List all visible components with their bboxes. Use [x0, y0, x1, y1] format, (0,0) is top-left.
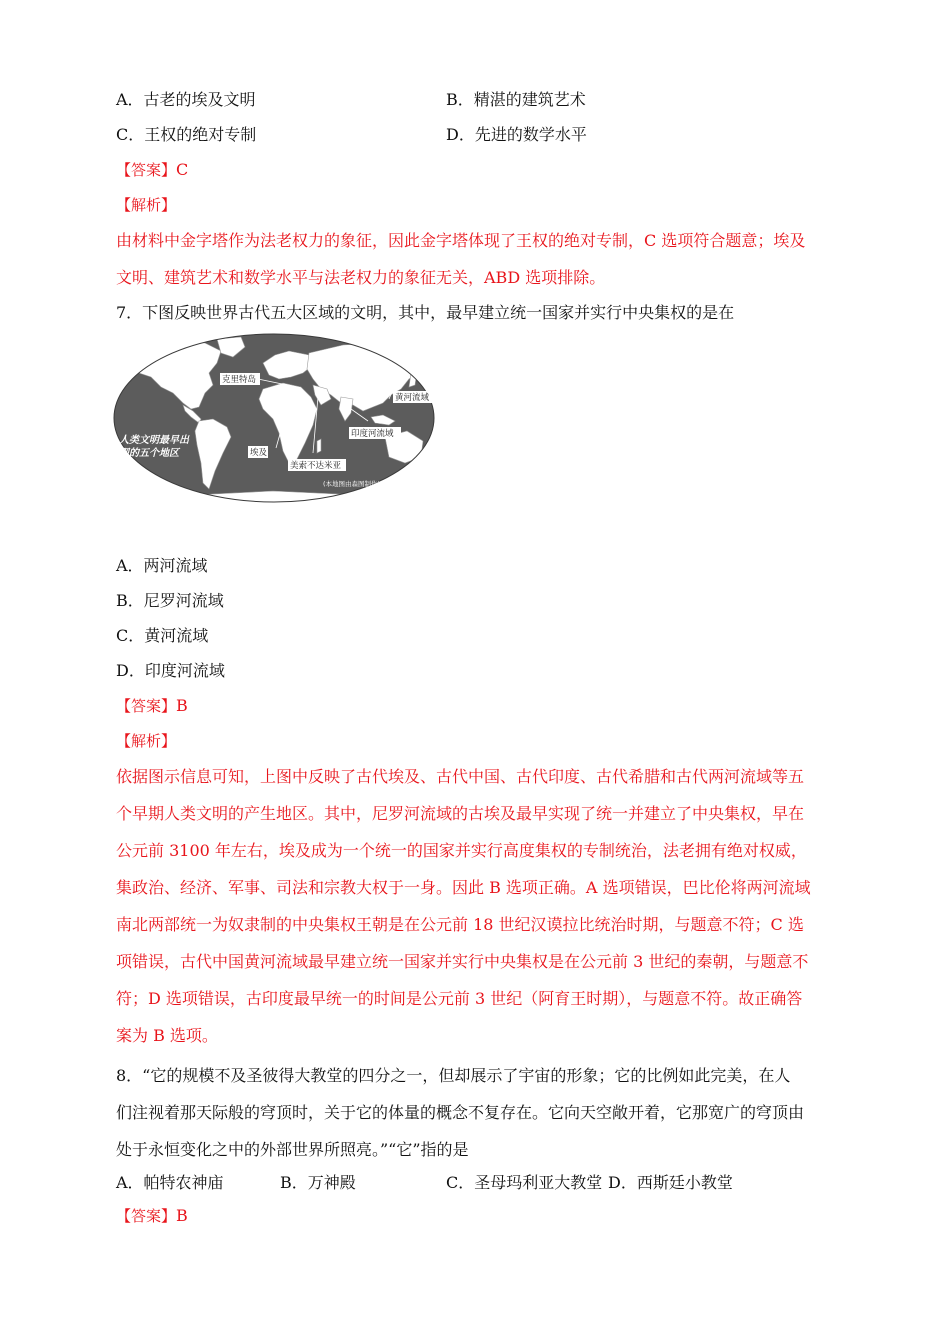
q7-analysis-line: 案为 B 选项。	[116, 1026, 218, 1045]
q7-analysis-line: 依据图示信息可知，上图中反映了古代埃及、古代中国、古代印度、古代希腊和古代两河流域等五	[116, 767, 805, 786]
q7-answer-label: 【答案】	[116, 697, 177, 715]
q8-answer-label: 【答案】	[116, 1207, 177, 1225]
q6-option-b: B．精湛的建筑艺术	[446, 90, 586, 109]
q6-answer-label: 【答案】	[116, 161, 177, 179]
q6-analysis-line: 文明、建筑艺术和数学水平与法老权力的象征无关，ABD 选项排除。	[116, 268, 606, 287]
q7-analysis-line: 项错误，古代中国黄河流域最早建立统一国家并实行中央集权是在公元前 3 世纪的秦朝，与题意不	[116, 952, 809, 971]
q8-stem	[116, 1057, 836, 1168]
q6-analysis-label: 【解析】	[116, 196, 177, 214]
q6-analysis	[116, 222, 836, 296]
q7-analysis-line: 集政治、经济、军事、司法和宗教大权于一身。因此 B 选项正确。A 选项错误，巴比伦将两河流域	[116, 878, 811, 897]
q7-analysis-line: 南北两部统一为奴隶制的中央集权王朝是在公元前 18 世纪汉谟拉比统治时期，与题意不符；C 选	[116, 915, 804, 934]
q6-option-c: C．王权的绝对专制	[116, 125, 257, 144]
q8-stem-line: 们注视着那天际般的穹顶时，关于它的体量的概念不复存在。它向天空敞开着，它那宽广的穹顶由	[116, 1103, 805, 1122]
q7-analysis-line: 符；D 选项错误，古印度最早统一的时间是公元前 3 世纪（阿育王时期），与题意不符。故正确答	[116, 989, 803, 1008]
q7-option-b: B．尼罗河流域	[116, 591, 224, 610]
q7-option-c: C．黄河流域	[116, 626, 209, 645]
antarctica	[153, 491, 403, 503]
q8-option-d: D．西斯廷小教堂	[608, 1173, 733, 1192]
q6-answer-value: C	[176, 160, 189, 179]
q7-answer-value: B	[176, 696, 188, 715]
q6-answer	[116, 159, 188, 181]
q7-option-d: D．印度河流域	[116, 661, 225, 680]
q8-answer-value: B	[176, 1206, 188, 1225]
q8-option-b: B．万神殿	[280, 1173, 356, 1192]
label-indus: 印度河流域	[351, 429, 394, 439]
label-mesopotamia: 美索不达米亚	[290, 461, 342, 471]
q7-answer	[116, 695, 188, 717]
madagascar	[317, 439, 321, 453]
q8-stem-line: 8．“它的规模不及圣彼得大教堂的四分之一，但却展示了宇宙的形象；它的比例如此完美，在人	[116, 1066, 791, 1085]
map-caption-line1: 人类文明最早出	[119, 435, 189, 446]
q6-analysis-line: 由材料中金字塔作为法老权力的象征，因此金字塔体现了王权的绝对专制，C 选项符合题意；埃及	[116, 231, 806, 250]
label-egypt: 埃及	[250, 448, 268, 458]
q6-option-a: A．古老的埃及文明	[116, 90, 256, 109]
q7-analysis	[116, 758, 836, 1054]
q8-answer	[116, 1205, 188, 1227]
label-yellow-river: 黄河流域	[395, 393, 430, 403]
q7-stem: 7．下图反映世界古代五大区域的文明，其中，最早建立统一国家并实行中央集权的是在	[116, 303, 735, 322]
q6-option-d: D．先进的数学水平	[446, 125, 587, 144]
q8-option-c: C．圣母玛利亚大教堂	[446, 1173, 603, 1192]
q7-option-a: A．两河流域	[116, 556, 208, 575]
q8-stem-line: 处于永恒变化之中的外部世界所照亮。”“它”指的是	[116, 1140, 469, 1159]
map-note: (本地图由森图制作)	[323, 480, 381, 488]
q7-analysis-line: 公元前 3100 年左右，埃及成为一个统一的国家并实行高度集权的专制统治，法老拥有绝对权威，	[116, 841, 807, 860]
q7-analysis-label: 【解析】	[116, 732, 177, 750]
map-caption-line2: 现的五个地区	[119, 448, 179, 459]
q8-options	[116, 1170, 836, 1192]
q8-option-a: A．帕特农神庙	[116, 1173, 224, 1192]
world-map-figure	[113, 333, 435, 503]
q7-analysis-line: 个早期人类文明的产生地区。其中，尼罗河流域的古埃及最早实现了统一并建立了中央集权，早在	[116, 804, 805, 823]
label-crete: 克里特岛	[222, 375, 257, 385]
